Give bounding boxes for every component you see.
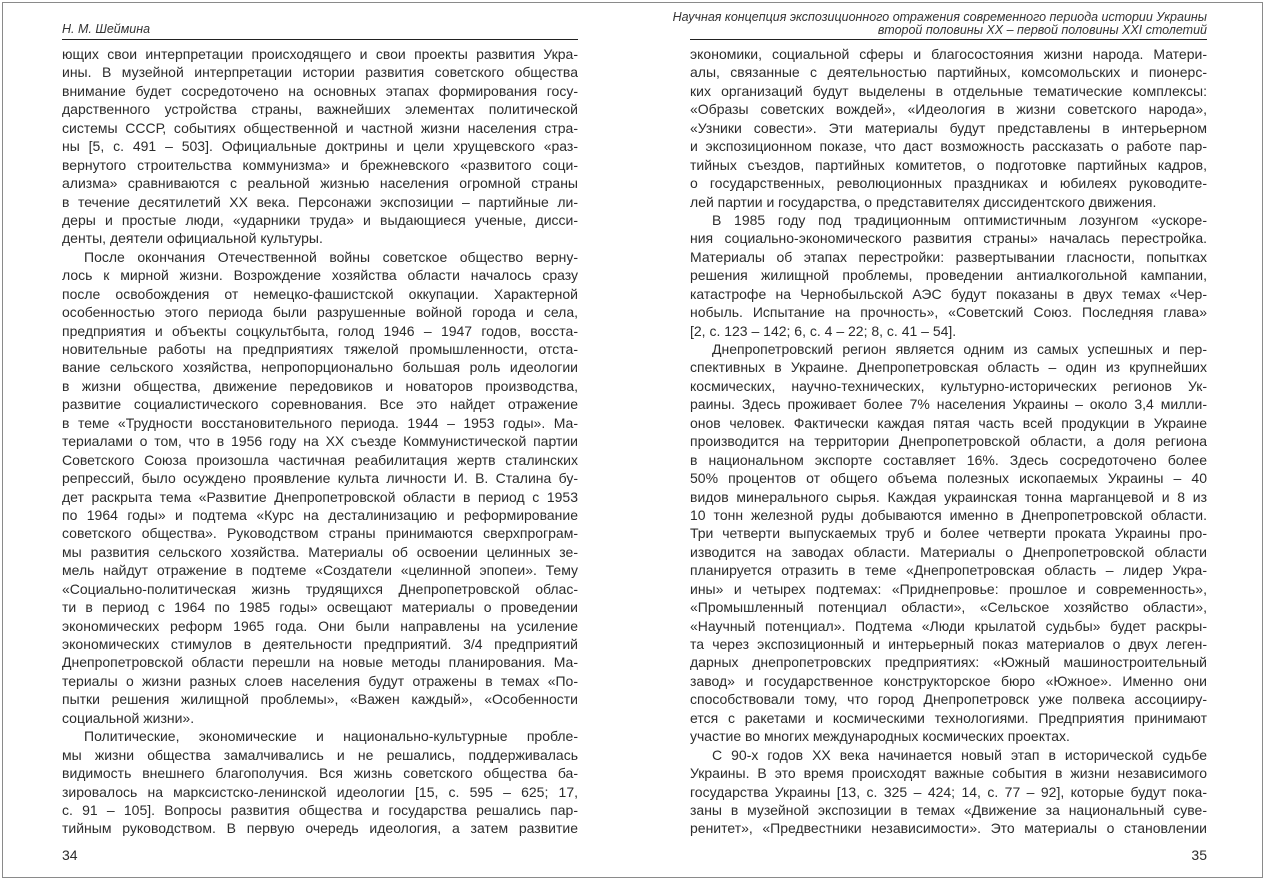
text-line: в течение десятилетий XX века. Персонажи экспозиции – партийные ли- [62,193,578,210]
text-line: катастрофе на Чернобыльской АЭС будут показаны в двух темах «Чер- [690,285,1207,302]
running-head-line: Научная концепция экспозиционного отражения современного периода истории Украины [672,10,1207,24]
text-line: зировалось на марксистско-ленинской идеологии [15, с. 595 – 625; 17, [62,783,578,800]
text-line: ти в период с 1964 по 1985 годы» освещают материалы о проведении [62,599,578,616]
text-line: Политические, экономические и национально-культурные пробле- [84,728,578,745]
paragraph [62,248,578,727]
body-text [62,45,578,838]
paragraph [690,211,1207,340]
page-number: 35 [1191,847,1207,863]
text-line: ины. В музейной интерпретации истории развития советского общества [62,64,578,81]
text-line: нобыль. Испытание на прочность», «Советский Союз. Последняя глава» [690,304,1207,321]
text-line: «Образы советских вождей», «Идеология в жизни советского народа», [690,101,1207,118]
text-line: ющих свои интерпретации происходящего и свои проекты развития Укра- [62,46,578,62]
text-line: Украины. В это время происходят важные события в жизни независимого [690,765,1207,782]
text-line: в жизни общества, движение передовиков и новаторов производства, [62,377,578,394]
text-line: с. 91 – 105]. Вопросы развития общества и государства решались пар- [62,801,578,818]
text-line: по 1964 годы» и подтема «Курс на десталинизацию и реформирование [62,506,578,523]
text-line: Днепропетровской области перешли на новые методы планирования. Ма- [62,654,578,671]
running-head-author [62,0,578,40]
left-page [62,0,578,881]
running-head-line: второй половины XX – первой половины XXI столетий [877,23,1207,37]
text-line: дет раскрыта тема «Развитие Днепропетровской области в период с 1953 [62,488,578,505]
paragraph [62,727,578,838]
text-line: решения жилищной проблемы, проведении антиалкогольной кампании, [690,267,1207,284]
text-line: лось к мирной жизни. Возрождение хозяйства области началось сразу [62,267,578,284]
text-line: ины» и четырех подтемах: «Приднепровье: прошлое и современность», [690,580,1207,597]
running-head-title [672,0,1207,40]
text-line: мы развития сельского хозяйства. Материалы об освоении целинных зе- [62,543,578,560]
text-line: ется с ракетами и космическими технологиями. Предприятия принимают [690,709,1207,726]
text-line: «Промышленный потенциал области», «Сельское хозяйство области», [690,599,1207,616]
text-line: После окончания Отечественной войны советское общество верну- [84,248,578,265]
text-line: алы, связанные с деятельностью партийных, комсомольских и пионерс- [690,64,1207,81]
text-line: в национальном экспорте составляет 16%. Здесь сосредоточено более [690,451,1207,468]
text-line: видимость внешнего благополучия. Вся жизнь советского общества ба- [62,765,578,782]
text-line: тийным руководством. В первую очередь идеология, а затем развитие [62,820,578,837]
text-line: 50% процентов от общего объема полезных ископаемых Украины – 40 [690,470,1207,487]
text-line: «Научный потенциал». Подтема «Люди крылатой судьбы» будет раскры- [690,617,1207,634]
text-line: способствовали тому, что город Днепропетровск уже полвека ассоцииру- [690,691,1207,708]
text-line: дарственного устройства страны, важнейших элементах политической [62,101,578,118]
text-line: ализма» сравниваются с реальной жизнью населения огромной страны [62,175,578,192]
text-line: В 1985 году под традиционным оптимистичным лозунгом «ускоре- [712,211,1207,228]
text-line: вернутого строительства коммунизма» и брежневского «развитого соци- [62,156,578,173]
text-line: системы СССР, событиях общественной и частной жизни населения стра- [62,119,578,136]
text-line: лей партии и государства, о представителях диссидентского движения. [690,193,1157,210]
text-line: о государственных, революционных праздниках и юбилеях руководите- [690,175,1207,192]
text-line: завод» и государственное конструкторское бюро «Южное». Именно они [690,672,1207,689]
body-text [690,45,1207,838]
text-line: после освобождения от немецко-фашистской оккупации. Характерной [62,285,578,302]
text-line: териалами о том, что в 1956 году на XX съезде Коммунистической партии [62,433,578,450]
text-line: Материалы об этапах перестройки: развертывании гласности, попытках [690,248,1207,265]
author-name: Н. М. Шеймина [62,22,151,36]
text-line: Советского Союза произошла частичная реабилитация жертв сталинских [62,451,578,468]
paragraph [690,45,1207,211]
paragraph [690,340,1207,746]
text-line: в теме «Трудности восстановительного периода. 1944 – 1953 годы». Ма- [62,414,578,431]
text-line: экономических реформ 1965 года. Они были направлены на усиление [62,617,578,634]
text-line: та через экспозиционный и интерьерный показ материалов о двух леген- [690,636,1207,652]
text-line: раины. Здесь проживает более 7% населения Украины – около 3,4 милли- [690,396,1207,413]
text-line: мель найдут отражение в подтеме «Создатели «целинной эпопеи». Тему [62,562,578,579]
text-line: ренитет», «Предвестники независимости». Это материалы о становлении [690,820,1207,837]
text-line: ких организаций будут выделены в отдельные тематические комплексы: [690,82,1207,99]
text-line: С 90-х годов XX века начинается новый этап в исторической судьбе [712,746,1207,763]
text-line: деры и простые люди, «ударники труда» и выдающиеся ученые, дисси- [62,211,578,228]
text-line: новительные работы на предприятиях тяжелой промышленности, отста- [62,341,578,357]
text-line: дарных днепропетровских предприятиях: «Южный машиностроительный [690,654,1207,671]
right-page [672,0,1207,881]
text-line: ния социально-экономического развития страны» началась перестройка. [690,230,1207,247]
text-line: социальной жизни». [62,709,195,726]
text-line: спективных в Украине. Днепропетровская область – один из крупнейших [690,359,1207,376]
text-line: участие во многих международных космических проектах. [690,728,1070,745]
paragraph [62,45,578,248]
text-line: космических, научно-технических, культурно-исторических регионов Ук- [690,377,1207,394]
text-line: развитие социалистического соревнования. Все это найдет отражение [62,396,578,413]
text-line: предприятия и объекты соцкультбыта, голод 1946 – 1947 годов, восста- [62,322,578,339]
text-line: планируется отразить в теме «Днепропетровская область – лидер Укра- [690,562,1207,579]
text-line: ны [5, с. 491 – 503]. Официальные доктрины и цели хрущевского «раз- [62,138,578,155]
text-line: экономики, социальной сферы и благосостояния жизни народа. Матери- [690,46,1207,62]
text-line: репрессий, было осуждено проявление культа личности И. В. Сталина бу- [62,470,578,487]
text-line: заны в музейной экспозиции в темах «Движение за национальный суве- [690,801,1207,818]
text-line: тийных съездов, партийных комитетов, о подготовке партийных кадров, [690,156,1207,173]
text-line: денты, деятели официальной культуры. [62,230,323,247]
text-line: [2, с. 123 – 142; 6, с. 4 – 22; 8, с. 41 – 54]. [690,322,957,339]
text-line: вание сельского хозяйства, непропорционально большая роль идеологии [62,359,578,376]
text-line: мы жизни общества замалчивались и не решались, поддерживалась [62,746,578,763]
text-line: 10 тонн железной руды добываются именно в Днепропетровской области. [690,506,1207,523]
text-line: особенностью этого периода были разрушенные войной города и села, [62,304,578,321]
text-line: советского общества». Руководством страны принимаются сверхпрограм- [62,525,578,542]
text-line: внимание будет сосредоточено на основных этапах формирования госу- [62,82,578,99]
text-line: териалы о жизни разных слоев населения будут отражены в темах «По- [62,672,578,689]
text-line: изводится на заводах области. Материалы о Днепропетровской области [690,543,1207,560]
text-line: государства Украины [13, с. 325 – 424; 14, с. 77 – 92], которые будут пока- [690,783,1207,800]
page-number: 34 [62,847,78,863]
text-line: экономических стимулов в деятельности предприятий. 3/4 предприятий [62,636,578,652]
text-line: Днепропетровский регион является одним из самых успешных и пер- [712,341,1207,357]
text-line: «Узники совести». Эти материалы будут представлены в интерьерном [690,119,1207,136]
text-line: «Социально-политическая жизнь трудящихся Днепропетровской облас- [62,580,578,597]
text-line: Три четверти выпускаемых труб и более четверти проката Украины про- [690,525,1207,542]
text-line: пытки решения жилищной проблемы», «Важен каждый», «Особенности [62,691,578,708]
text-line: видов минерального сырья. Каждая украинская тонна марганцевой и 8 из [690,488,1207,505]
text-line: онов человек. Фактически каждая пятая часть всей продукции в Украине [690,414,1207,431]
text-line: и экспозиционном показе, что даст возможность рассказать о работе пар- [690,138,1207,155]
paragraph [690,746,1207,838]
text-line: производится на территории Днепропетровской области, а доля региона [690,433,1207,450]
